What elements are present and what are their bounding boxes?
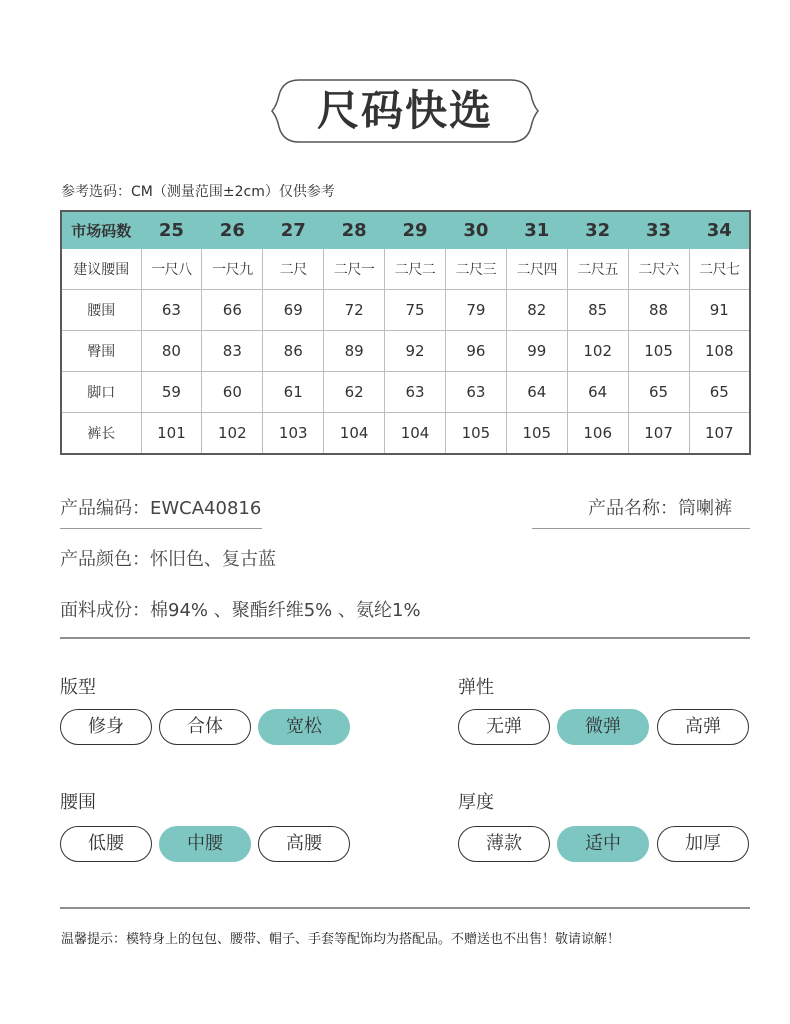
- table-cell: 102: [567, 331, 628, 372]
- table-cell: 105: [628, 331, 689, 372]
- table-cell: 107: [689, 413, 750, 455]
- table-header-cell: 28: [324, 211, 385, 249]
- footer-note: 温馨提示：模特身上的包包、腰带、帽子、手套等配饰均为搭配品。不赠送也不出售！敬请谅解！: [61, 932, 621, 947]
- table-cell: 89: [324, 331, 385, 372]
- table-cell: 64: [567, 372, 628, 413]
- table-cell: 二尺四: [506, 249, 567, 290]
- table-header-cell: 31: [506, 211, 567, 249]
- table-cell: 63: [141, 290, 202, 331]
- thickness-title: 厚度: [458, 792, 494, 813]
- table-cell: 75: [385, 290, 446, 331]
- divider: [532, 528, 750, 529]
- reference-note: 参考选码：CM（测量范围±2cm）仅供参考: [61, 184, 335, 200]
- table-cell: 二尺二: [385, 249, 446, 290]
- table-cell: 69: [263, 290, 324, 331]
- size-table: [60, 210, 751, 455]
- divider: [60, 528, 262, 529]
- table-cell: 59: [141, 372, 202, 413]
- table-cell: 一尺八: [141, 249, 202, 290]
- table-cell: 108: [689, 331, 750, 372]
- table-cell: 85: [567, 290, 628, 331]
- page-title: 尺码快选: [316, 86, 493, 135]
- table-cell: 106: [567, 413, 628, 455]
- table-header-cell: 34: [689, 211, 750, 249]
- elasticity-title: 弹性: [458, 677, 494, 698]
- table-cell: 63: [385, 372, 446, 413]
- table-cell: 79: [445, 290, 506, 331]
- table-header-cell: 29: [385, 211, 446, 249]
- thickness-option[interactable]: 薄款: [458, 826, 550, 862]
- product-color: 产品颜色：怀旧色、复古蓝: [60, 549, 276, 570]
- row-label: 裤长: [61, 413, 141, 455]
- fit-option[interactable]: 宽松: [258, 709, 350, 745]
- table-cell: 72: [324, 290, 385, 331]
- table-cell: 103: [263, 413, 324, 455]
- table-cell: 105: [445, 413, 506, 455]
- table-cell: 63: [445, 372, 506, 413]
- fit-title: 版型: [60, 677, 96, 698]
- table-cell: 二尺: [263, 249, 324, 290]
- table-header-cell: 33: [628, 211, 689, 249]
- waist-title: 腰围: [60, 792, 96, 813]
- product-fabric: 面料成份：棉94% 、聚酯纤维5% 、氨纶1%: [60, 600, 421, 621]
- table-cell: 83: [202, 331, 263, 372]
- row-label: 建议腰围: [61, 249, 141, 290]
- thickness-option[interactable]: 适中: [557, 826, 649, 862]
- table-cell: 107: [628, 413, 689, 455]
- table-cell: 一尺九: [202, 249, 263, 290]
- table-cell: 65: [628, 372, 689, 413]
- table-cell: 二尺六: [628, 249, 689, 290]
- table-cell: 102: [202, 413, 263, 455]
- table-header-cell: 32: [567, 211, 628, 249]
- row-label: 臀围: [61, 331, 141, 372]
- table-header-row: [61, 211, 750, 249]
- table-cell: 96: [445, 331, 506, 372]
- product-code: 产品编码：EWCA40816: [60, 498, 262, 519]
- product-name: 产品名称：筒喇裤: [588, 498, 732, 519]
- table-header-cell: 26: [202, 211, 263, 249]
- table-cell: 66: [202, 290, 263, 331]
- table-header-cell: 市场码数: [61, 211, 141, 249]
- table-row: [61, 413, 750, 455]
- table-cell: 91: [689, 290, 750, 331]
- table-row: [61, 290, 750, 331]
- table-cell: 92: [385, 331, 446, 372]
- table-cell: 60: [202, 372, 263, 413]
- table-cell: 88: [628, 290, 689, 331]
- table-row: [61, 249, 750, 290]
- table-cell: 82: [506, 290, 567, 331]
- table-header-cell: 25: [141, 211, 202, 249]
- row-label: 腰围: [61, 290, 141, 331]
- table-cell: 101: [141, 413, 202, 455]
- title-badge: [271, 79, 539, 143]
- table-cell: 62: [324, 372, 385, 413]
- table-cell: 105: [506, 413, 567, 455]
- table-row: [61, 372, 750, 413]
- table-cell: 二尺七: [689, 249, 750, 290]
- table-cell: 64: [506, 372, 567, 413]
- row-label: 脚口: [61, 372, 141, 413]
- elasticity-option[interactable]: 高弹: [657, 709, 749, 745]
- table-cell: 104: [324, 413, 385, 455]
- table-cell: 104: [385, 413, 446, 455]
- waist-option[interactable]: 低腰: [60, 826, 152, 862]
- waist-option[interactable]: 中腰: [159, 826, 251, 862]
- section-divider: [60, 907, 750, 909]
- fit-option[interactable]: 修身: [60, 709, 152, 745]
- table-header-cell: 27: [263, 211, 324, 249]
- table-header-cell: 30: [445, 211, 506, 249]
- table-row: [61, 331, 750, 372]
- section-divider: [60, 637, 750, 639]
- table-cell: 80: [141, 331, 202, 372]
- thickness-option[interactable]: 加厚: [657, 826, 749, 862]
- waist-option[interactable]: 高腰: [258, 826, 350, 862]
- elasticity-option[interactable]: 无弹: [458, 709, 550, 745]
- table-cell: 65: [689, 372, 750, 413]
- table-cell: 99: [506, 331, 567, 372]
- table-cell: 二尺五: [567, 249, 628, 290]
- table-cell: 61: [263, 372, 324, 413]
- table-cell: 86: [263, 331, 324, 372]
- table-cell: 二尺三: [445, 249, 506, 290]
- fit-option[interactable]: 合体: [159, 709, 251, 745]
- elasticity-option[interactable]: 微弹: [557, 709, 649, 745]
- table-cell: 二尺一: [324, 249, 385, 290]
